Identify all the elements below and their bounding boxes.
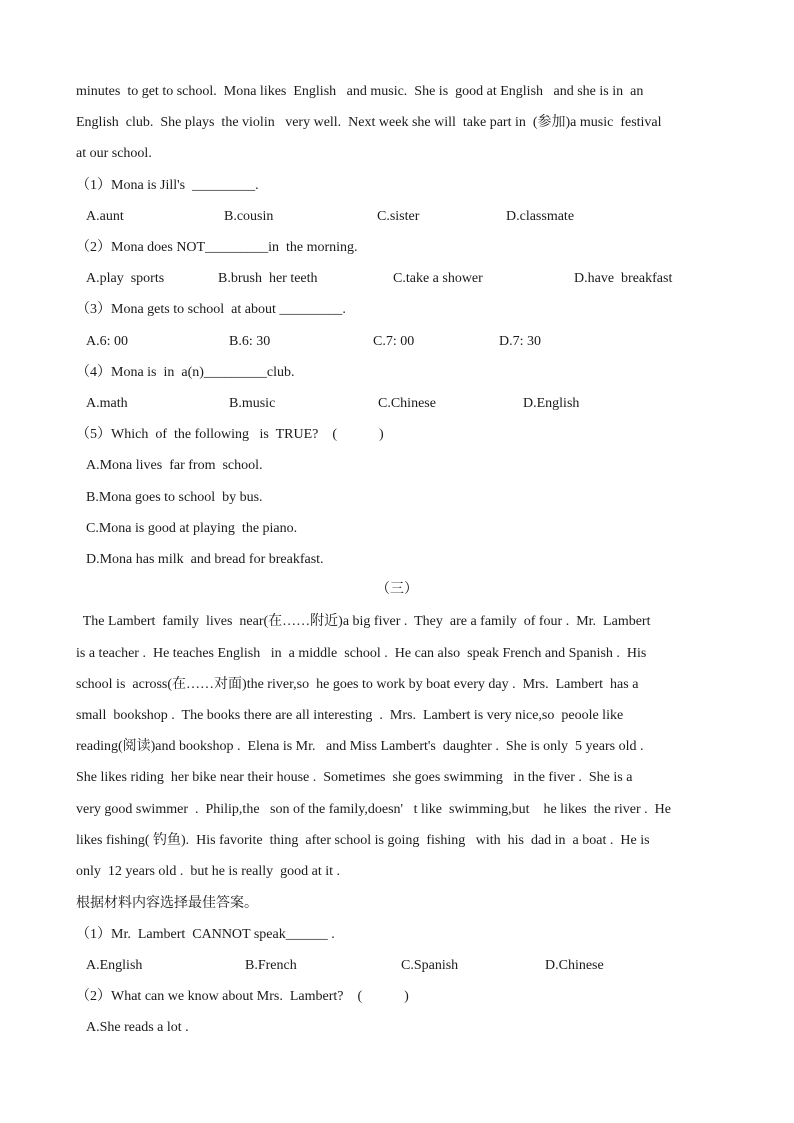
- option-d: D.Chinese: [545, 958, 604, 973]
- passage-line: small bookshop . The books there are all interesting . Mrs. Lambert is very nice,so peoole like: [76, 708, 624, 723]
- option-c: C.Chinese: [378, 396, 436, 411]
- question-stem: （4）Mona is in a(n)_________club.: [76, 365, 295, 380]
- option-a: A.play sports: [86, 271, 165, 286]
- option-c: C.take a shower: [393, 271, 483, 286]
- option-c: C.7: 00: [373, 334, 415, 349]
- option-a: A.She reads a lot .: [86, 1020, 189, 1035]
- option-d: D.Mona has milk and bread for breakfast.: [86, 552, 324, 567]
- passage-line: The Lambert family lives near(在……附近)a big fiver . They are a family of four . Mr. Lambert: [76, 614, 651, 629]
- passage-line: is a teacher . He teaches English in a middle school . He can also speak French and Spanish . His: [76, 646, 647, 661]
- passage-line: very good swimmer . Philip,the son of the family,doesn' t like swimming,but he likes the river . He: [76, 802, 671, 817]
- instruction-text: 根据材料内容选择最佳答案。: [76, 895, 258, 911]
- option-b: B.6: 30: [229, 334, 271, 349]
- option-d: D.classmate: [506, 209, 575, 224]
- option-a: A.English: [86, 958, 143, 973]
- passage-line: She likes riding her bike near their house . Sometimes she goes swimming in the fiver . She is a: [76, 770, 633, 785]
- option-a: A.aunt: [86, 209, 124, 224]
- option-c: C.sister: [377, 209, 420, 224]
- option-b: B.French: [245, 958, 297, 973]
- question-stem: （1）Mona is Jill's _________.: [76, 178, 259, 193]
- option-d: D.English: [523, 396, 580, 411]
- question-stem: （2）What can we know about Mrs. Lambert? ( ): [76, 989, 409, 1004]
- option-c: C.Spanish: [401, 958, 459, 973]
- question-stem: （3）Mona gets to school at about _________.: [76, 302, 346, 317]
- passage-line: English club. She plays the violin very well. Next week she will take part in (参加)a music festival: [76, 115, 662, 130]
- question-stem: （5）Which of the following is TRUE? ( ): [76, 427, 384, 442]
- passage-line: likes fishing( 钓鱼). His favorite thing after school is going fishing with his dad in a boat . He is: [76, 833, 650, 848]
- passage-line: reading(阅读)and bookshop . Elena is Mr. and Miss Lambert's daughter . She is only 5 years old .: [76, 739, 644, 754]
- passage-line: minutes to get to school. Mona likes English and music. She is good at English and she is in an: [76, 84, 644, 99]
- option-d: D.7: 30: [499, 334, 541, 349]
- option-b: B.music: [229, 396, 276, 411]
- option-a: A.6: 00: [86, 334, 128, 349]
- question-stem: （2）Mona does NOT_________in the morning.: [76, 240, 358, 255]
- option-d: D.have breakfast: [574, 271, 673, 286]
- passage-line: at our school.: [76, 146, 152, 161]
- option-b: B.Mona goes to school by bus.: [86, 490, 263, 505]
- option-c: C.Mona is good at playing the piano.: [86, 521, 298, 536]
- section-heading: （三）: [376, 582, 418, 597]
- question-stem: （1）Mr. Lambert CANNOT speak______ .: [76, 927, 335, 942]
- passage-line: only 12 years old . but he is really good at it .: [76, 864, 341, 879]
- passage-line: school is across(在……对面)the river,so he goes to work by boat every day . Mrs. Lambert has a: [76, 677, 639, 692]
- option-b: B.brush her teeth: [218, 271, 318, 286]
- option-a: A.Mona lives far from school.: [86, 458, 263, 473]
- option-b: B.cousin: [224, 209, 274, 224]
- option-a: A.math: [86, 396, 128, 411]
